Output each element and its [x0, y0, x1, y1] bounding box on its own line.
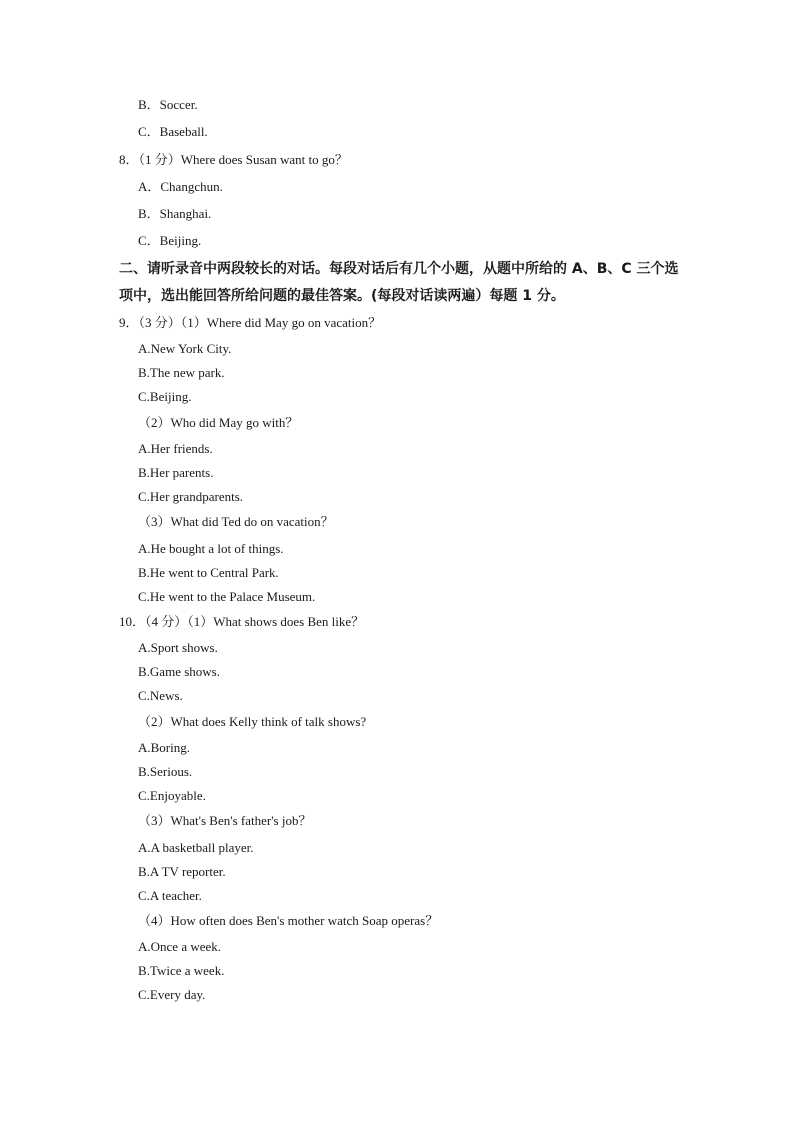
sub-question-line: （3）What did Ted do on vacation？ [138, 514, 334, 529]
answer-option: B.Her parents. [138, 465, 214, 480]
sub-question-line: （2）Who did May go with？ [138, 415, 299, 430]
question-line: 8．（1 分）Where does Susan want to go？ [119, 152, 348, 167]
answer-option: A.Once a week. [138, 939, 222, 954]
answer-option: B.Twice a week. [138, 963, 225, 978]
answer-option: A.He bought a lot of things. [138, 541, 284, 556]
answer-option: B.Game shows. [138, 664, 220, 679]
answer-option: B．Soccer. [138, 97, 198, 112]
question-line: 9．（3 分）（1）Where did May go on vacation？ [119, 315, 382, 330]
sub-question-line: （2）What does Kelly think of talk shows? [138, 714, 367, 729]
answer-option: A.Sport shows. [138, 640, 218, 655]
answer-option: C.Every day. [138, 987, 206, 1002]
sub-question-line: （3）What's Ben's father's job？ [138, 813, 312, 828]
question-line: 10．（4 分）（1）What shows does Ben like？ [119, 614, 365, 629]
answer-option: C.News. [138, 688, 183, 703]
answer-option: C.He went to the Palace Museum. [138, 589, 316, 604]
answer-option: C.A teacher. [138, 888, 202, 903]
section-heading-line: 项中，选出能回答所给问题的最佳答案。(每段对话读两遍）每题 1 分。 [119, 288, 565, 304]
answer-option: C．Baseball. [138, 124, 208, 139]
answer-option: A.New York City. [138, 341, 232, 356]
answer-option: B.Serious. [138, 764, 193, 779]
answer-option: A.A basketball player. [138, 840, 254, 855]
answer-option: B．Shanghai. [138, 206, 212, 221]
answer-option: B.A TV reporter. [138, 864, 226, 879]
section-heading-line: 二、请听录音中两段较长的对话。每段对话后有几个小题，从题中所给的 A、B、C 三个选 [119, 261, 679, 277]
sub-question-line: （4）How often does Ben's mother watch Soap operas？ [138, 913, 439, 928]
answer-option: B.He went to Central Park. [138, 565, 279, 580]
answer-option: A.Her friends. [138, 441, 213, 456]
answer-option: B.The new park. [138, 365, 225, 380]
answer-option: A.Boring. [138, 740, 190, 755]
answer-option: C.Enjoyable. [138, 788, 206, 803]
answer-option: C．Beijing. [138, 233, 202, 248]
answer-option: A．Changchun. [138, 179, 223, 194]
answer-option: C.Her grandparents. [138, 489, 244, 504]
answer-option: C.Beijing. [138, 389, 192, 404]
